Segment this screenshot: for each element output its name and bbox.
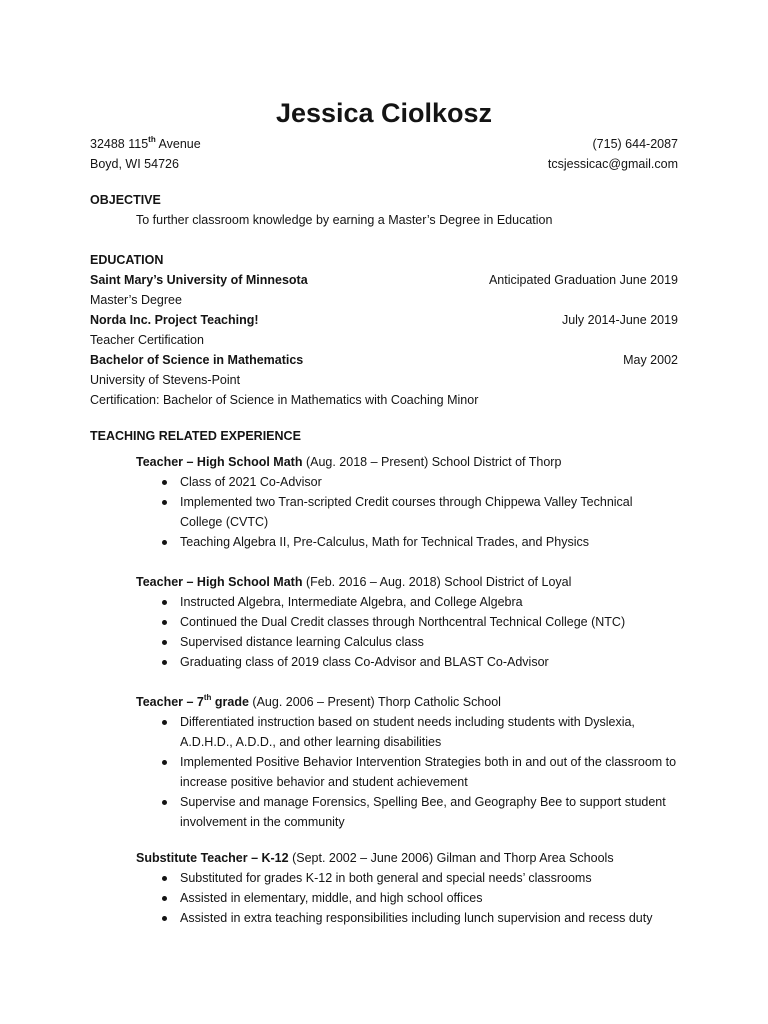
duty-item: Substituted for grades K-12 in both general and special needs’ classrooms	[162, 868, 678, 888]
duty-item: Implemented two Tran-scripted Credit courses through Chippewa Valley Technical College (CVTC)	[162, 492, 678, 532]
objective-text: To further classroom knowledge by earning a Master’s Degree in Education	[136, 213, 553, 227]
duty-item: Supervised distance learning Calculus class	[162, 632, 678, 652]
job-title: Teacher – High School Math (Aug. 2018 – Present) School District of Thorp	[136, 455, 562, 469]
duty-item: Supervise and manage Forensics, Spelling Bee, and Geography Bee to support student involvement in the community	[162, 792, 678, 832]
degree-line: Teacher Certification	[90, 333, 204, 347]
education-date: May 2002	[623, 353, 678, 367]
job-duties	[90, 472, 678, 552]
education-date: Anticipated Graduation June 2019	[488, 273, 678, 287]
duty-item: Differentiated instruction based on student needs including students with Dyslexia, A.D.H.D., A.D.D., and other learning disabilities	[162, 712, 678, 752]
duty-item: Graduating class of 2019 class Co-Advisor and BLAST Co-Advisor	[162, 652, 678, 672]
candidate-name: Jessica Ciolkosz	[275, 98, 493, 128]
duty-item: Continued the Dual Credit classes through Northcentral Technical College (NTC)	[162, 612, 678, 632]
street-address: 32488 115th Avenue	[90, 134, 201, 151]
job-title: Teacher – 7th grade (Aug. 2006 – Present) Thorp Catholic School	[136, 692, 501, 709]
education-heading: EDUCATION	[90, 253, 164, 267]
duty-item: Assisted in elementary, middle, and high school offices	[162, 888, 678, 908]
duty-item: Class of 2021 Co-Advisor	[162, 472, 678, 492]
education-entry	[90, 270, 678, 290]
certification-line: Certification: Bachelor of Science in Mathematics with Coaching Minor	[90, 393, 479, 407]
education-entry	[90, 350, 678, 370]
duty-item: Instructed Algebra, Intermediate Algebra, and College Algebra	[162, 592, 678, 612]
school-name: Saint Mary’s University of Minnesota	[90, 273, 308, 287]
email-address: tcsjessicac@gmail.com	[547, 157, 678, 171]
degree-name: Bachelor of Science in Mathematics	[90, 353, 304, 367]
job-duties	[90, 592, 678, 672]
contact-row-1	[90, 134, 678, 154]
education-entry	[90, 310, 678, 330]
job-title: Teacher – High School Math (Feb. 2016 – Aug. 2018) School District of Loyal	[136, 575, 572, 589]
duty-item: Teaching Algebra II, Pre-Calculus, Math for Technical Trades, and Physics	[162, 532, 678, 552]
school-line: University of Stevens-Point	[90, 373, 241, 387]
phone-number: (715) 644-2087	[592, 137, 678, 151]
education-date: July 2014-June 2019	[561, 313, 678, 327]
city-state-zip: Boyd, WI 54726	[90, 157, 179, 171]
job-duties	[90, 712, 678, 832]
degree-line: Master’s Degree	[90, 293, 182, 307]
duty-item: Implemented Positive Behavior Intervention Strategies both in and out of the classroom to increase positive behavior and student achievement	[162, 752, 678, 792]
job-title: Substitute Teacher – K-12 (Sept. 2002 – June 2006) Gilman and Thorp Area Schools	[136, 851, 614, 865]
duty-item: Assisted in extra teaching responsibilities including lunch supervision and recess duty	[162, 908, 678, 928]
objective-heading: OBJECTIVE	[90, 193, 161, 207]
job-duties	[90, 868, 678, 928]
experience-heading: TEACHING RELATED EXPERIENCE	[90, 429, 301, 443]
contact-row-2	[90, 154, 678, 174]
school-name: Norda Inc. Project Teaching!	[90, 313, 259, 327]
